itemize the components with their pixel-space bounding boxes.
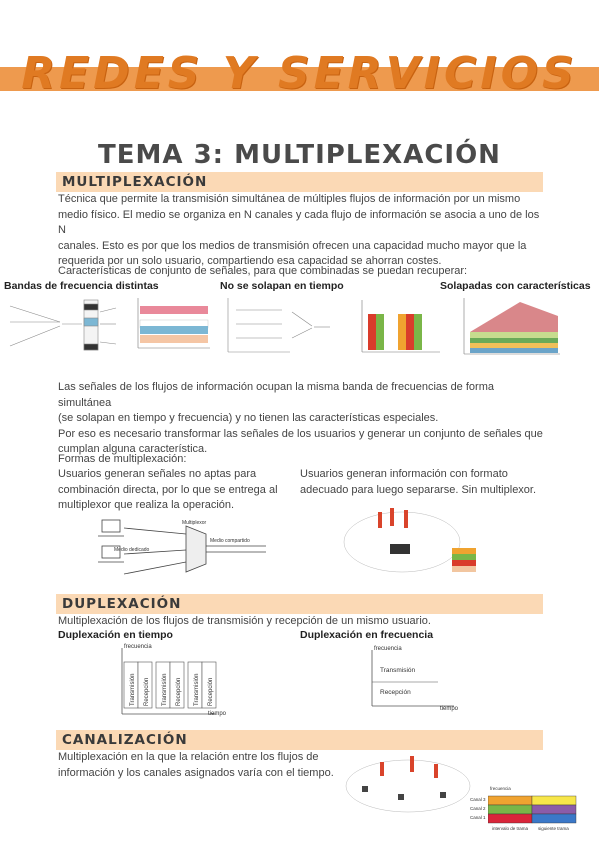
duplexacion-definition: Multiplexación de los flujos de transmisión y recepción de un mismo usuario. xyxy=(58,615,431,627)
layered-area-diagram xyxy=(464,298,560,354)
freq-tx-label: Transmisión xyxy=(380,667,416,674)
text-line: adecuado para luego separarse. Sin multiplexor. xyxy=(300,483,537,496)
section-heading-duplexacion: DUPLEXACIÓN xyxy=(62,596,182,612)
text-line: Usuarios generan señales no aptas para xyxy=(58,468,257,480)
time-block-label: Transmisión xyxy=(194,673,200,706)
freq-axis-x: tiempo xyxy=(440,706,459,712)
text-line: Multiplexación en la que la relación entre los flujos de xyxy=(58,751,319,763)
page-title: REDES Y SERVICIOS xyxy=(21,48,578,99)
channel-grid xyxy=(488,794,578,828)
text-line: Usuarios generan información con formato xyxy=(300,468,508,480)
text-line: cumplan alguna característica. xyxy=(58,443,208,455)
time-slots-diagram xyxy=(138,298,210,348)
text-line: medio físico. El medio se organiza en N canales y cada flujo de información se asocia a uno de los N xyxy=(58,208,540,236)
form-left-text xyxy=(58,467,298,514)
forms-title: Formas de multiplexación: xyxy=(58,453,187,465)
slot-label: intervalo de trama xyxy=(492,826,529,831)
text-line: combinación directa, por lo que se entrega al xyxy=(58,483,278,496)
channel-label: Canal 3 xyxy=(470,797,486,802)
duplex-freq-chart xyxy=(368,648,458,712)
freq-axis-y: frecuencia xyxy=(374,646,402,652)
label-medio-dedicado: Medio dedicado xyxy=(114,547,150,553)
slot-label: siguiente trama xyxy=(538,826,569,831)
time-axis-x: tiempo xyxy=(208,711,227,717)
text-line: Las señales de los flujos de información ocupan la misma banda de frecuencias de forma simultánea xyxy=(58,381,494,409)
form-right-text xyxy=(300,467,560,498)
freq-rx-label: Recepción xyxy=(380,689,411,696)
wireless-diagram xyxy=(338,500,498,578)
text-line: información y los canales asignados varía con el tiempo. xyxy=(58,766,334,779)
characteristics-diagrams xyxy=(0,292,599,364)
topic-title: TEMA 3: MULTIPLEXACIÓN xyxy=(98,140,501,170)
canal-axis-label: frecuencia xyxy=(490,786,511,791)
characteristics-intro: Características de conjunto de señales, para que combinadas se puedan recuperar: xyxy=(58,265,468,277)
overlap-bars-diagram xyxy=(362,300,440,352)
time-axis-y: frecuencia xyxy=(124,644,152,650)
multiplexacion-definition xyxy=(58,192,548,270)
section-heading-canalizacion: CANALIZACIÓN xyxy=(62,732,188,748)
time-block-label: Recepción xyxy=(208,677,214,706)
section-heading-multiplexacion: MULTIPLEXACIÓN xyxy=(62,174,208,190)
time-block-label: Recepción xyxy=(176,677,182,706)
text-line: (se solapan en tiempo y frecuencia) y no tienen las características especiales. xyxy=(58,412,439,424)
time-block-label: Transmisión xyxy=(130,673,136,706)
label-medio-compartido: Medio compartido xyxy=(210,538,250,544)
channel-label: Canal 2 xyxy=(470,806,486,811)
text-line: requerida por un solo usuario, compartiendo esa capacidad se ahorran costes. xyxy=(58,255,442,267)
channel-label: Canal 1 xyxy=(470,815,486,820)
freq-bands-diagram xyxy=(10,300,116,350)
label-duplex-time: Duplexación en tiempo xyxy=(58,629,173,641)
text-line: multiplexor que realiza la operación. xyxy=(58,499,235,511)
label-overlap: Solapadas con características xyxy=(440,280,591,292)
text-line: Por eso es necesario transformar las señales de los usuarios y generar un conjunto de señales que xyxy=(58,427,543,440)
duplex-time-chart xyxy=(116,644,226,720)
label-duplex-freq: Duplexación en frecuencia xyxy=(300,629,434,641)
text-line: Técnica que permite la transmisión simultánea de múltiples flujos de información por un mismo xyxy=(58,193,521,205)
time-block-label: Recepción xyxy=(144,677,150,706)
label-multiplexor: Multiplexor xyxy=(182,520,207,526)
multiplexacion-explanation xyxy=(58,380,548,458)
label-bands: Bandas de frecuencia distintas xyxy=(4,280,159,292)
canalizacion-definition xyxy=(58,750,338,781)
canalizacion-network-diagram xyxy=(340,742,478,814)
label-no-overlap: No se solapan en tiempo xyxy=(220,280,344,292)
text-line: canales. Esto es por que los medios de transmisión ofrecen una capacidad mucho mayor que la xyxy=(58,239,527,252)
no-overlap-diagram xyxy=(228,298,330,352)
time-block-label: Transmisión xyxy=(162,673,168,706)
